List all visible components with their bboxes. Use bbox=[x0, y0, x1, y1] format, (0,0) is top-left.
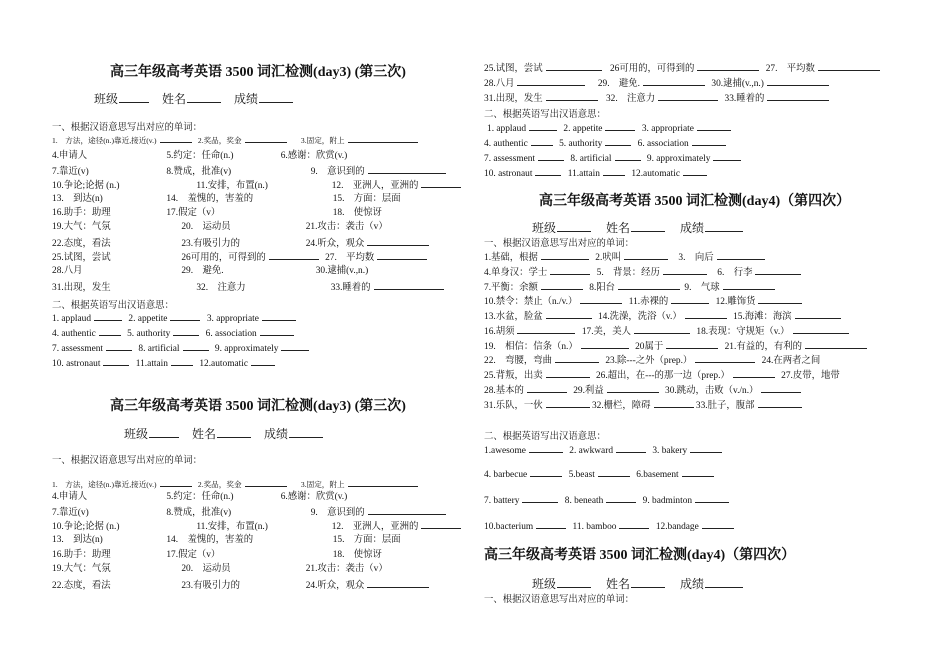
answer-blank[interactable] bbox=[538, 151, 564, 161]
answer-blank[interactable] bbox=[377, 250, 427, 260]
answer-blank[interactable] bbox=[160, 133, 192, 143]
score-label: 成绩 bbox=[234, 92, 259, 106]
answer-blank[interactable] bbox=[106, 341, 132, 351]
answer-blank[interactable] bbox=[555, 353, 599, 363]
class-label: 班级 bbox=[94, 92, 119, 106]
answer-blank[interactable] bbox=[793, 324, 849, 334]
section-heading: 一、根据汉语意思写出对应的单词： bbox=[484, 595, 635, 605]
answer-blank[interactable] bbox=[522, 493, 558, 503]
answer-blank[interactable] bbox=[767, 76, 829, 86]
score-field[interactable] bbox=[705, 222, 743, 232]
answer-blank[interactable] bbox=[624, 250, 668, 260]
answer-blank[interactable] bbox=[603, 166, 625, 176]
answer-blank[interactable] bbox=[618, 280, 680, 290]
answer-blank[interactable] bbox=[755, 265, 801, 275]
answer-blank[interactable] bbox=[818, 61, 880, 71]
answer-blank[interactable] bbox=[666, 339, 718, 349]
section-heading: 一、根据汉语意思写出对应的单词： bbox=[52, 456, 203, 466]
answer-blank[interactable] bbox=[550, 265, 590, 275]
question-row: 7. assessment 8. artificial 9. approximately bbox=[484, 151, 741, 166]
question-row: 7.靠近(v) 8.赞成，批准(v) 9. 意识到的 bbox=[52, 505, 446, 520]
answer-blank[interactable] bbox=[374, 280, 444, 290]
score-label: 成绩 bbox=[680, 577, 705, 591]
score-label: 成绩 bbox=[680, 221, 705, 235]
answer-blank[interactable] bbox=[368, 505, 446, 515]
question-row: 25.背叛，出卖 26.超出，在---的那一边（prep.） 27.皮带，地带 bbox=[484, 368, 842, 383]
name-label: 姓名 bbox=[162, 92, 187, 106]
answer-blank[interactable] bbox=[536, 519, 566, 529]
answer-blank[interactable] bbox=[531, 136, 553, 146]
answer-blank[interactable] bbox=[99, 326, 121, 336]
name-field[interactable] bbox=[631, 222, 665, 232]
answer-blank[interactable] bbox=[682, 467, 714, 477]
question-row: 1. applaud 2. appetite 3. appropriate bbox=[52, 311, 296, 326]
answer-blank[interactable] bbox=[805, 339, 867, 349]
name-field[interactable] bbox=[631, 578, 665, 588]
question-row: 1.awesome 2. awkward 3. bakery bbox=[484, 443, 722, 458]
answer-blank[interactable] bbox=[733, 368, 775, 378]
question-row: 10. astronaut 11.attain 12.automatic bbox=[484, 166, 707, 181]
answer-blank[interactable] bbox=[605, 136, 631, 146]
score-field[interactable] bbox=[289, 428, 323, 438]
answer-blank[interactable] bbox=[767, 91, 829, 101]
name-field[interactable] bbox=[187, 93, 221, 103]
answer-blank[interactable] bbox=[690, 443, 722, 453]
answer-blank[interactable] bbox=[367, 236, 429, 246]
question-row: 13. 到达(n) 14. 羞愧的，害羞的 15. 方面：层面 bbox=[52, 535, 401, 545]
answer-blank[interactable] bbox=[658, 91, 718, 101]
section-heading: 一、根据汉语意思写出对应的单词： bbox=[52, 123, 203, 133]
answer-blank[interactable] bbox=[251, 356, 275, 366]
section-heading: 一、根据汉语意思写出对应的单词： bbox=[484, 239, 635, 249]
answer-blank[interactable] bbox=[527, 383, 567, 393]
question-row: 7.平衡：余额 8.阳台 9. 气球 bbox=[484, 280, 775, 295]
student-info-row bbox=[94, 90, 293, 107]
answer-blank[interactable] bbox=[94, 311, 122, 321]
answer-blank[interactable] bbox=[260, 326, 294, 336]
answer-blank[interactable] bbox=[598, 467, 630, 477]
question-row: 22.态度，看法 23.有吸引力的 24.听众，观众 bbox=[52, 236, 429, 251]
answer-blank[interactable] bbox=[580, 294, 622, 304]
question-row: 1. 方法，途径(n.)靠近,接近(v.) 2.奖品，奖金 3.固定，附上 bbox=[52, 477, 418, 492]
question-row: 16.助手：助理 17.假定（v） 18. 使惊讶 bbox=[52, 208, 382, 218]
worksheet-title: 高三年级高考英语 3500 词汇检测(day3) (第三次) bbox=[110, 399, 406, 414]
answer-blank[interactable] bbox=[535, 166, 561, 176]
question-row: 1. applaud 2. appetite 3. appropriate bbox=[484, 121, 731, 136]
question-row: 28.基本的 29.利益 30.跳动，击败（v./n.） bbox=[484, 383, 801, 398]
answer-blank[interactable] bbox=[269, 250, 319, 260]
section-heading: 二、根据英语写出汉语意思： bbox=[484, 110, 606, 120]
answer-blank[interactable] bbox=[103, 356, 129, 366]
answer-blank[interactable] bbox=[723, 280, 775, 290]
answer-blank[interactable] bbox=[546, 61, 602, 71]
answer-blank[interactable] bbox=[717, 250, 765, 260]
answer-blank[interactable] bbox=[171, 356, 193, 366]
answer-blank[interactable] bbox=[643, 76, 705, 86]
answer-blank[interactable] bbox=[702, 519, 734, 529]
class-field[interactable] bbox=[557, 578, 591, 588]
answer-blank[interactable] bbox=[348, 477, 418, 487]
answer-blank[interactable] bbox=[685, 309, 727, 319]
answer-blank[interactable] bbox=[421, 519, 461, 529]
answer-blank[interactable] bbox=[606, 493, 636, 503]
student-info-row bbox=[532, 575, 743, 592]
answer-blank[interactable] bbox=[281, 341, 309, 351]
answer-blank[interactable] bbox=[541, 280, 583, 290]
answer-blank[interactable] bbox=[683, 166, 707, 176]
answer-blank[interactable] bbox=[795, 309, 841, 319]
question-row: 19. 相信：信条（n.） 20属于 21.有益的，有利的 bbox=[484, 339, 867, 354]
answer-blank[interactable] bbox=[546, 309, 592, 319]
name-field[interactable] bbox=[217, 428, 251, 438]
answer-blank[interactable] bbox=[517, 76, 585, 86]
answer-blank[interactable] bbox=[546, 91, 598, 101]
class-label: 班级 bbox=[124, 427, 149, 441]
answer-blank[interactable] bbox=[619, 519, 649, 529]
question-row: 4.申请人 5.约定：任命(n.) 6.感谢：欣赏(v.) bbox=[52, 492, 348, 502]
name-label: 姓名 bbox=[606, 577, 631, 591]
answer-blank[interactable] bbox=[367, 578, 429, 588]
score-field[interactable] bbox=[259, 93, 293, 103]
answer-blank[interactable] bbox=[605, 121, 635, 131]
answer-blank[interactable] bbox=[697, 61, 759, 71]
name-label: 姓名 bbox=[606, 221, 631, 235]
answer-blank[interactable] bbox=[581, 339, 629, 349]
question-row: 31.出现，发生 32. 注意力 33.睡着的 bbox=[52, 280, 444, 295]
answer-blank[interactable] bbox=[183, 341, 209, 351]
answer-blank[interactable] bbox=[530, 467, 562, 477]
class-field[interactable] bbox=[149, 428, 179, 438]
section-heading: 二、根据英语写出汉语意思： bbox=[52, 301, 174, 311]
answer-blank[interactable] bbox=[529, 121, 557, 131]
section-heading: 二、根据英语写出汉语意思： bbox=[484, 432, 606, 442]
score-label: 成绩 bbox=[264, 427, 289, 441]
question-row: 4. barbecue 5.beast 6.basement bbox=[484, 467, 714, 482]
name-label: 姓名 bbox=[192, 427, 217, 441]
class-label: 班级 bbox=[532, 221, 557, 235]
question-row: 10.争论;论据 (n.) 11.安排，布置(n.) 12. 亚洲人，亚洲的 bbox=[52, 178, 461, 193]
question-row: 13. 到达(n) 14. 羞愧的，害羞的 15. 方面：层面 bbox=[52, 194, 401, 204]
answer-blank[interactable] bbox=[692, 136, 726, 146]
question-row: 25.试图，尝试 26可用的，可得到的 27. 平均数 bbox=[52, 250, 427, 265]
question-row: 4. authentic 5. authority 6. association bbox=[52, 326, 294, 341]
answer-blank[interactable] bbox=[245, 133, 287, 143]
answer-blank[interactable] bbox=[262, 311, 296, 321]
answer-blank[interactable] bbox=[615, 151, 641, 161]
answer-blank[interactable] bbox=[421, 178, 461, 188]
answer-blank[interactable] bbox=[663, 265, 707, 275]
answer-blank[interactable] bbox=[546, 368, 590, 378]
answer-blank[interactable] bbox=[170, 311, 200, 321]
class-label: 班级 bbox=[532, 577, 557, 591]
question-row: 25.试图，尝试 26可用的，可得到的 27. 平均数 bbox=[484, 61, 880, 76]
worksheet-title: 高三年级高考英语 3500 词汇检测(day3) (第三次) bbox=[110, 65, 406, 80]
answer-blank[interactable] bbox=[654, 398, 694, 408]
question-row: 4.单身汉：学士 5. 背景：经历 6. 行李 bbox=[484, 265, 801, 280]
question-row: 19.大气：气氛 20. 运动员 21.攻击：袭击（v） bbox=[52, 564, 388, 574]
answer-blank[interactable] bbox=[697, 121, 731, 131]
question-row: 10.争论;论据 (n.) 11.安排，布置(n.) 12. 亚洲人，亚洲的 bbox=[52, 519, 461, 534]
answer-blank[interactable] bbox=[245, 477, 287, 487]
answer-blank[interactable] bbox=[616, 443, 646, 453]
answer-blank[interactable] bbox=[541, 250, 589, 260]
answer-blank[interactable] bbox=[758, 294, 802, 304]
question-row: 10.bacterium 11. bamboo 12.bandage bbox=[484, 519, 734, 534]
question-row: 7.靠近(v) 8.赞成，批准(v) 9. 意识到的 bbox=[52, 164, 446, 179]
question-row: 10.禁令：禁止（n./v.） 11.赤裸的 12.雕饰货 bbox=[484, 294, 802, 309]
answer-blank[interactable] bbox=[695, 353, 755, 363]
question-row: 1.基础，根据 2.吠叫 3. 向后 bbox=[484, 250, 765, 265]
question-row: 13.水盆，脸盆 14.洗澡，洗浴（v.） 15.海滩：海滨 bbox=[484, 309, 841, 324]
question-row: 28.八月 29. 避免. 30.逮捕(v.,n.) bbox=[484, 76, 829, 91]
score-field[interactable] bbox=[705, 578, 743, 588]
answer-blank[interactable] bbox=[529, 443, 563, 453]
question-row: 16.胡须 17.美，美人 18.表现：守规矩（v.） bbox=[484, 324, 849, 339]
answer-blank[interactable] bbox=[160, 477, 192, 487]
student-info-row bbox=[532, 219, 743, 236]
question-row: 10. astronaut 11.attain 12.automatic bbox=[52, 356, 275, 371]
question-row: 22. 弯腰，弯曲 23.除---之外（prep.） 24.在两者之间 bbox=[484, 353, 822, 368]
student-info-row bbox=[124, 425, 323, 442]
question-row: 4. authentic 5. authority 6. association bbox=[484, 136, 726, 151]
class-field[interactable] bbox=[119, 93, 149, 103]
question-row: 28.八月 29. 避免. 30.逮捕(v.,n.) bbox=[52, 266, 369, 276]
question-row: 7. battery 8. beneath 9. badminton bbox=[484, 493, 729, 508]
question-row: 7. assessment 8. artificial 9. approximately bbox=[52, 341, 309, 356]
question-row: 31.出现，发生 32. 注意力 33.睡着的 bbox=[484, 91, 829, 106]
answer-blank[interactable] bbox=[634, 324, 690, 334]
question-row: 16.助手：助理 17.假定（v） 18. 使惊讶 bbox=[52, 550, 382, 560]
answer-blank[interactable] bbox=[517, 324, 575, 334]
class-field[interactable] bbox=[557, 222, 591, 232]
question-row: 1. 方法，途径(n.)靠近,接近(v.) 2.奖品，奖金 3.固定，附上 bbox=[52, 133, 418, 148]
question-row: 31.乐队，一伙 32.栅栏，障碍 33.肚子，腹部 bbox=[484, 398, 802, 413]
answer-blank[interactable] bbox=[758, 398, 802, 408]
answer-blank[interactable] bbox=[348, 133, 418, 143]
answer-blank[interactable] bbox=[607, 383, 659, 393]
answer-blank[interactable] bbox=[368, 164, 446, 174]
answer-blank[interactable] bbox=[713, 151, 741, 161]
question-row: 4.申请人 5.约定：任命(n.) 6.感谢：欣赏(v.) bbox=[52, 151, 348, 161]
question-row: 19.大气：气氛 20. 运动员 21.攻击：袭击（v） bbox=[52, 222, 388, 232]
worksheet-title: 高三年级高考英语 3500 词汇检测(day4)（第四次） bbox=[484, 548, 796, 563]
answer-blank[interactable] bbox=[173, 326, 199, 336]
answer-blank[interactable] bbox=[761, 383, 801, 393]
worksheet-title: 高三年级高考英语 3500 词汇检测(day4)（第四次） bbox=[539, 194, 851, 209]
answer-blank[interactable] bbox=[671, 294, 709, 304]
answer-blank[interactable] bbox=[546, 398, 590, 408]
answer-blank[interactable] bbox=[695, 493, 729, 503]
question-row: 22.态度，看法 23.有吸引力的 24.听众，观众 bbox=[52, 578, 429, 593]
